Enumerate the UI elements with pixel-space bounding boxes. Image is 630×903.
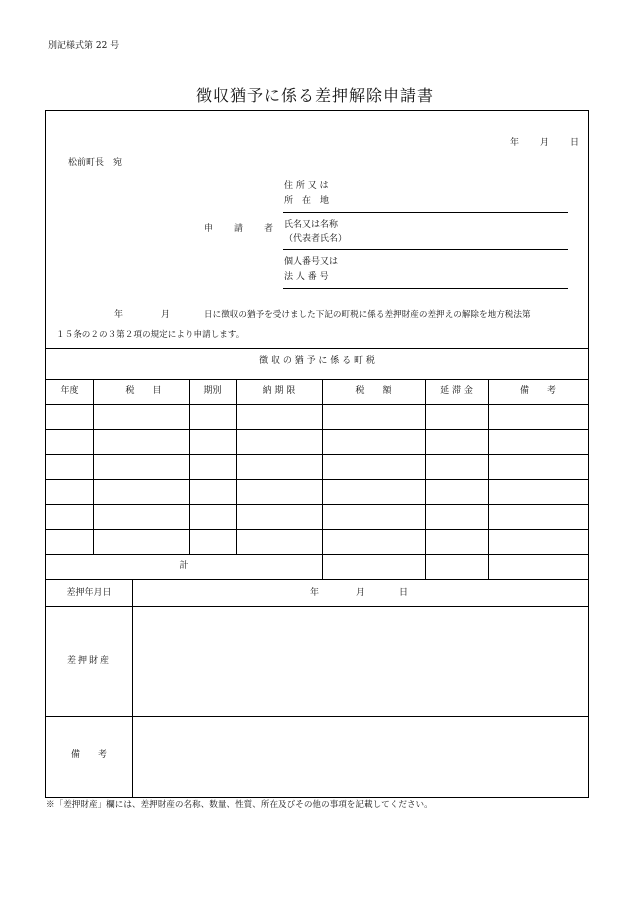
number-label-1: 個人番号又は (284, 257, 339, 267)
seizure-date-label: 差押年月日 (66, 588, 112, 598)
col-header-late-fee: 延 滞 金 (440, 386, 473, 396)
address-underline (283, 212, 568, 213)
statement-line-1: 日に徴収の猶予を受けました下記の町税に係る差押財産の差押えの解除を地方税法第 (204, 310, 531, 320)
table-row (46, 554, 588, 555)
applicant-label: 申 請 者 (204, 224, 280, 234)
table-row (46, 429, 588, 430)
seizure-date-day: 日 (399, 588, 409, 598)
form-number: 別記様式第 22 号 (48, 41, 120, 51)
seizure-property-label: 差押財産 (66, 656, 111, 666)
col-header-amount: 税 額 (355, 386, 392, 396)
addressee: 松前町長 宛 (68, 158, 123, 168)
name-underline (283, 249, 568, 250)
col-header-year: 年度 (60, 386, 79, 396)
address-label-1: 住 所 又 は (284, 181, 329, 191)
total-label: 計 (179, 561, 189, 571)
page-title: 徴収猶予に係る差押解除申請書 (195, 86, 434, 105)
footnote: ※「差押財産」欄には、差押財産の名称、数量、性質、所在及びその他の事項を記載してください。 (46, 800, 433, 810)
remarks-label: 備 考 (70, 750, 107, 760)
name-label-2: （代表者氏名） (284, 234, 348, 244)
statement-year: 年 (114, 310, 124, 320)
table-row (46, 529, 588, 530)
col-header-remarks: 備 考 (519, 386, 556, 396)
address-label-2: 所 在 地 (284, 196, 330, 206)
seizure-date-year: 年 (310, 588, 320, 598)
date-day: 日 (570, 138, 580, 148)
statement-line-2: １５条の２の３第２項の規定により申請します。 (56, 330, 245, 340)
col-header-tax-item: 税 目 (125, 386, 162, 396)
table-section-title: 徴 収 の 猶 予 に 係 る 町 税 (259, 356, 375, 366)
number-underline (283, 288, 568, 289)
statement-month: 月 (161, 310, 171, 320)
col-header-due-date: 納 期 限 (262, 386, 296, 396)
table-row (46, 504, 588, 505)
date-month: 月 (540, 138, 550, 148)
name-label-1: 氏名又は名称 (284, 220, 339, 230)
table-row (46, 454, 588, 455)
number-label-2: 法 人 番 号 (284, 272, 329, 282)
table-row (46, 479, 588, 480)
application-form (45, 110, 589, 798)
col-header-period: 期別 (203, 386, 222, 396)
date-year: 年 (510, 138, 520, 148)
seizure-date-month: 月 (356, 588, 366, 598)
